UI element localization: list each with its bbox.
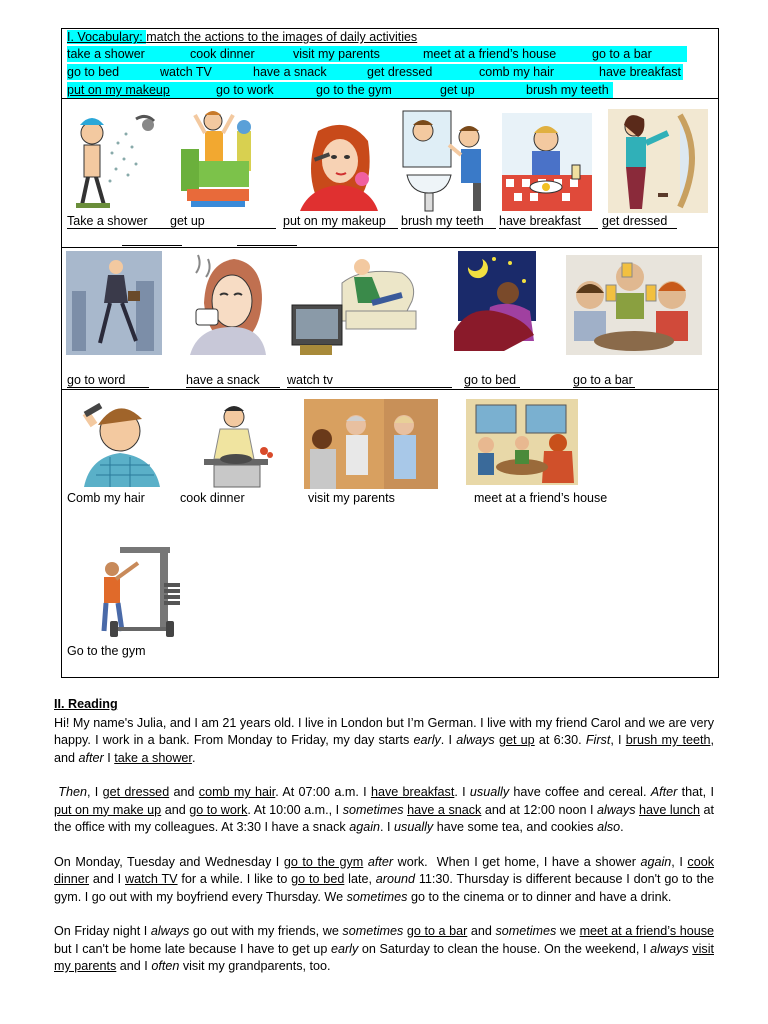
word-meet-at-friends-house: meet at a friend’s house — [423, 47, 557, 61]
label-put-on-my-makeup: put on my makeup — [283, 214, 386, 228]
label-get-up: get up — [170, 214, 205, 228]
go-to-work-image — [66, 251, 162, 355]
word-put-on-my-makeup: put on my makeup — [67, 83, 170, 97]
label-go-to-bed: go to bed — [464, 373, 517, 387]
comb-hair-image — [70, 395, 174, 487]
label-watch-tv: watch tv — [287, 373, 333, 387]
label-visit-my-parents: visit my parents — [308, 491, 395, 505]
makeup-image — [290, 121, 378, 211]
reading-paragraph-2: Then, I get dressed and comb my hair. At 07:00 a.m. I have breakfast. I usually have coffee and cereal. After that, I put on my make up and go to work. At 10:00 a.m., I sometimes have a snack and at 12:00 noon I always have lunch at the office with my colleagues. At 3:30 I have a snack again. I usually have some tea, and cookies also. — [54, 785, 715, 834]
get-up-image — [177, 101, 259, 211]
visit-parents-image — [304, 399, 438, 489]
watch-tv-image — [290, 245, 426, 363]
word-bank-row-3 — [67, 82, 713, 99]
word-visit-my-parents: visit my parents — [293, 47, 380, 61]
word-cook-dinner: cook dinner — [190, 47, 255, 61]
word-go-to-bed: go to bed — [67, 65, 120, 79]
shower-image — [66, 109, 160, 213]
label-comb-my-hair: Comb my hair — [67, 491, 145, 505]
label-go-to-word: go to word — [67, 373, 126, 387]
word-bank-row-2 — [67, 64, 713, 81]
vocabulary-title: I. Vocabulary: match the actions to the images of daily activities — [67, 30, 418, 44]
go-to-bar-image — [566, 255, 702, 355]
label-go-to-the-gym: Go to the gym — [67, 644, 146, 658]
reading-paragraph-4: On Friday night I always go out with my friends, we sometimes go to a bar and sometimes we meet at a friend’s house but I can't be home late because I have to get up early on Saturday to clean the house. On the weekend, I always visit my parents and I often visit my grandparents, too. — [54, 924, 715, 973]
label-take-a-shower: Take a shower — [67, 214, 148, 228]
row-divider-2 — [62, 389, 718, 390]
reading-paragraph-3: On Monday, Tuesday and Wednesday I go to the gym after work. When I get home, I have a shower again, I cook dinner and I watch TV for a while. I like to go to bed late, around 11:30. Thursday is different because I don't go to the gym. I go out with my boyfriend every Thursday. We sometimes go to the cinema or to dinner and have a drink. — [54, 854, 714, 904]
reading-section — [54, 696, 714, 976]
breakfast-image — [502, 113, 592, 211]
word-have-a-snack: have a snack — [253, 65, 327, 79]
word-go-to-the-gym: go to the gym — [316, 83, 392, 97]
reading-title: II. Reading — [54, 697, 118, 711]
label-meet-at-friends-house: meet at a friend’s house — [474, 491, 608, 505]
word-have-breakfast: have breakfast — [599, 65, 681, 79]
label-get-dressed: get dressed — [602, 214, 668, 228]
word-get-up: get up — [440, 83, 475, 97]
reading-paragraph-1: Hi! My name's Julia, and I am 21 years old. I live in London but I’m German. I live with my friend Carol and we are very happy. I work in a bank. From Monday to Friday, my day starts early. I always get up at 6:30. First, I brush my teeth, and after I take a shower. — [54, 715, 715, 765]
cook-dinner-image — [194, 401, 278, 493]
word-take-a-shower: take a shower — [67, 47, 145, 61]
label-cook-dinner: cook dinner — [180, 491, 245, 505]
word-watch-tv: watch TV — [160, 65, 212, 79]
word-go-to-a-bar: go to a bar — [592, 47, 652, 61]
word-comb-my-hair: comb my hair — [479, 65, 555, 79]
word-go-to-work: go to work — [216, 83, 274, 97]
go-to-bed-image — [450, 251, 538, 355]
gym-image — [94, 543, 190, 643]
word-get-dressed: get dressed — [367, 65, 433, 79]
word-bank-row-1 — [67, 46, 713, 63]
brush-teeth-image — [401, 109, 493, 213]
label-go-to-a-bar: go to a bar — [573, 373, 633, 387]
vocabulary-header — [62, 29, 718, 99]
label-have-a-snack: have a snack — [186, 373, 260, 387]
label-brush-my-teeth: brush my teeth — [401, 214, 484, 228]
label-have-breakfast: have breakfast — [499, 214, 581, 228]
meet-friends-image — [466, 399, 578, 485]
word-brush-my-teeth: brush my teeth — [526, 83, 609, 97]
vocabulary-box — [61, 28, 719, 678]
snack-image — [184, 251, 266, 355]
get-dressed-image — [608, 109, 708, 213]
